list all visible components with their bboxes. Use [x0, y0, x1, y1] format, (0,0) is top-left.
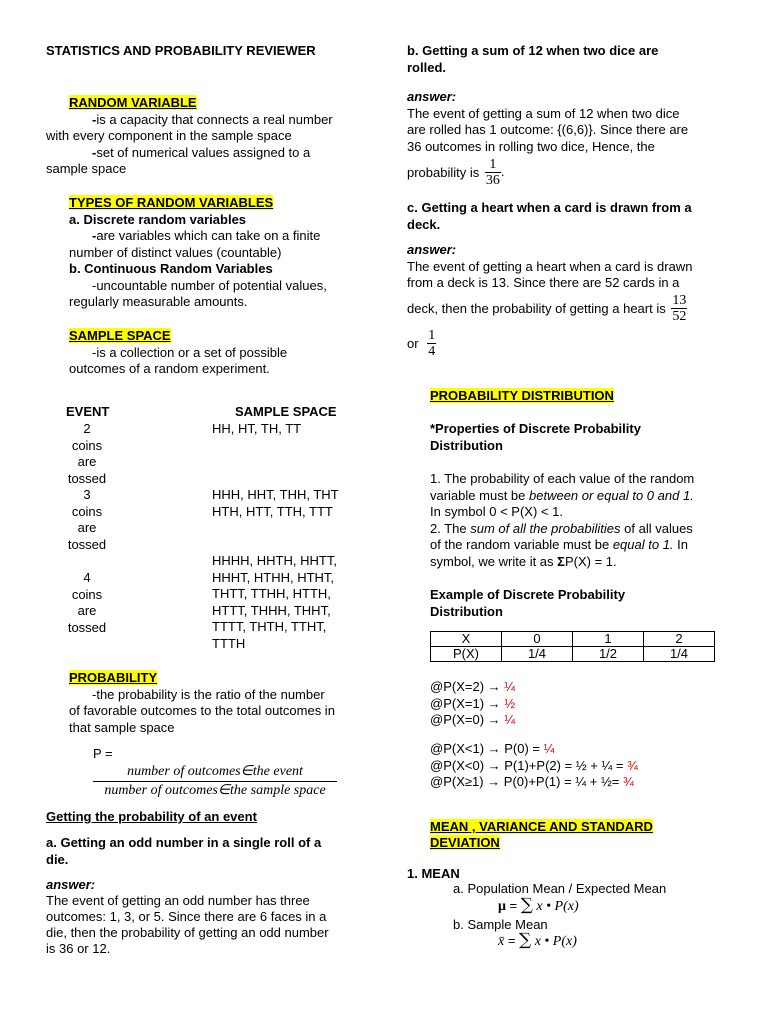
sample-space-heading: SAMPLE SPACE — [69, 328, 171, 343]
list-item: @P(X<0) → P(1)+P(2) = ½ + ¼ = ¾ — [430, 757, 638, 773]
question-a: a. Getting an odd number in a single roll of a die. — [46, 835, 322, 867]
fraction-13-52: $\frac{13}{52}$ — [672, 293, 687, 324]
list-item: @P(X<1) → P(0) = ¼ — [430, 741, 555, 756]
fraction-1-4: $\frac{1}{4}$ — [428, 328, 436, 359]
list-item: @P(X=0) → ¼ — [430, 712, 516, 727]
table-cell: 1/4 — [502, 647, 573, 662]
distribution-table — [430, 631, 715, 662]
space-2-coins: HH, HT, TH, TT — [212, 421, 302, 436]
population-mean-label: a. Population Mean / Expected Mean — [453, 881, 667, 896]
random-variable-section: RANDOM VARIABLE -is a capacity that connects a real number with every component in the sample space -set of numerical values assigned to a sample space — [46, 95, 333, 176]
table-cell: X — [431, 632, 502, 647]
probability-distribution-heading: PROBABILITY DISTRIBUTION — [430, 388, 614, 403]
getting-probability-heading: Getting the probability of an event — [46, 809, 257, 824]
discrete-label: a. Discrete random variables — [69, 211, 247, 227]
calc-list-2 — [430, 741, 638, 791]
list-item: @P(X=1) → ½ — [430, 695, 516, 711]
probability-distribution-section — [430, 388, 730, 405]
event-4-coins: 4 coins are tossed — [67, 570, 107, 635]
mean-variance-heading: MEAN , VARIANCE AND STANDARD DEVIATION — [430, 819, 653, 850]
answer-c-fraction-line: deck, then the probability of getting a heart is $\frac{13}{52}$ — [407, 293, 687, 324]
answer-c-fraction-line-2: or $\frac{1}{4}$ — [407, 328, 436, 359]
probability-heading: PROBABILITY — [69, 670, 158, 685]
population-mean-formula: μ = ∑ x • P(x) — [498, 895, 579, 915]
answer-label: answer: — [407, 242, 457, 257]
types-heading: TYPES OF RANDOM VARIABLES — [69, 195, 274, 210]
space-3-coins: HHH, HHT, THH, THT HTH, HTT, TTH, TTT — [212, 487, 339, 519]
properties-heading: *Properties of Discrete Probability Distribution — [430, 421, 641, 453]
types-section: TYPES OF RANDOM VARIABLES a. Discrete random variables -are variables which can take on a finite number of distinct values (countable) b. Continuous Random Variables -uncountable number of potential values, regularly measurable amounts. — [69, 195, 369, 311]
event-2-coins: 2 coins are tossed — [67, 421, 107, 486]
formula-denominator: number of outcomes∈the sample space — [104, 783, 326, 798]
sample-space-section: SAMPLE SPACE -is a collection or a set of possible outcomes of a random experiment. — [69, 328, 288, 376]
page-title: STATISTICS AND PROBABILITY REVIEWER — [46, 43, 316, 58]
table-cell: 0 — [502, 632, 573, 647]
answer-label: answer: — [407, 89, 457, 104]
event-3-coins: 3 coins are tossed — [67, 487, 107, 552]
answer-a: answer: The event of getting an odd number has three outcomes: 1, 3, or 5. Since there are 6 faces in a die, then the probability of getting an odd number is 36 or 12. — [46, 877, 366, 957]
table-row — [431, 632, 715, 647]
probability-formula — [93, 763, 337, 800]
event-column-header: EVENT — [66, 404, 110, 419]
p-equals: P = — [93, 746, 113, 761]
question-c: c. Getting a heart when a card is drawn from a deck. — [407, 200, 692, 232]
table-cell: P(X) — [431, 647, 502, 662]
answer-b-fraction-line: probability is $\frac{1}{36}$ . — [407, 157, 505, 188]
formula-numerator: number of outcomes∈the event — [93, 763, 337, 782]
probability-section: PROBABILITY -the probability is the ratio of the number of favorable outcomes to the total outcomes in that sample space — [69, 670, 335, 735]
table-cell: 1/4 — [644, 647, 715, 662]
table-cell: 1 — [573, 632, 644, 647]
mean-label: 1. MEAN — [407, 866, 460, 881]
sample-mean-label: b. Sample Mean — [453, 917, 548, 932]
table-cell: 2 — [644, 632, 715, 647]
question-b: b. Getting a sum of 12 when two dice are rolled. — [407, 43, 659, 75]
answer-b: answer: The event of getting a sum of 12 when two dice are rolled has 1 outcome: {(6,6)}. Since there are 36 outcomes in rolling two dice, Hence, the — [407, 89, 737, 155]
sample-mean-formula: x̄ = ∑ x • P(x) — [498, 930, 577, 950]
example-heading: Example of Discrete Probability Distribution — [430, 587, 626, 619]
table-cell: 1/2 — [573, 647, 644, 662]
answer-label: answer: — [46, 877, 96, 892]
space-4-coins: HHHH, HHTH, HHTT, HHHT, HTHH, HTHT, THTT, TTHH, HTTH, HTTT, THHH, THHT, TTTT, THTH, TTHT, TTTH — [212, 553, 337, 651]
list-item: @P(X=2) → ¼ — [430, 679, 516, 694]
answer-c: answer: The event of getting a heart when a card is drawn from a deck is 13. Since there are 52 cards in a — [407, 242, 737, 292]
random-variable-heading: RANDOM VARIABLE — [69, 95, 197, 110]
table-row — [431, 647, 715, 662]
calc-list-1 — [430, 679, 515, 729]
properties-list: 1. The probability of each value of the random variable must be between or equal to 0 and 1. In symbol 0 < P(X) < 1. 2. The sum of all the probabilities of all values of the random variable must be equal to 1. In symbol, we write it as ΣP(X) = 1. — [430, 471, 695, 569]
sample-space-column-header: SAMPLE SPACE — [235, 404, 337, 419]
list-item: @P(X≥1) → P(0)+P(1) = ¼ + ½= ¾ — [430, 774, 634, 789]
continuous-label: b. Continuous Random Variables — [69, 261, 273, 276]
fraction-1-36: $\frac{1}{36}$ — [485, 157, 500, 188]
